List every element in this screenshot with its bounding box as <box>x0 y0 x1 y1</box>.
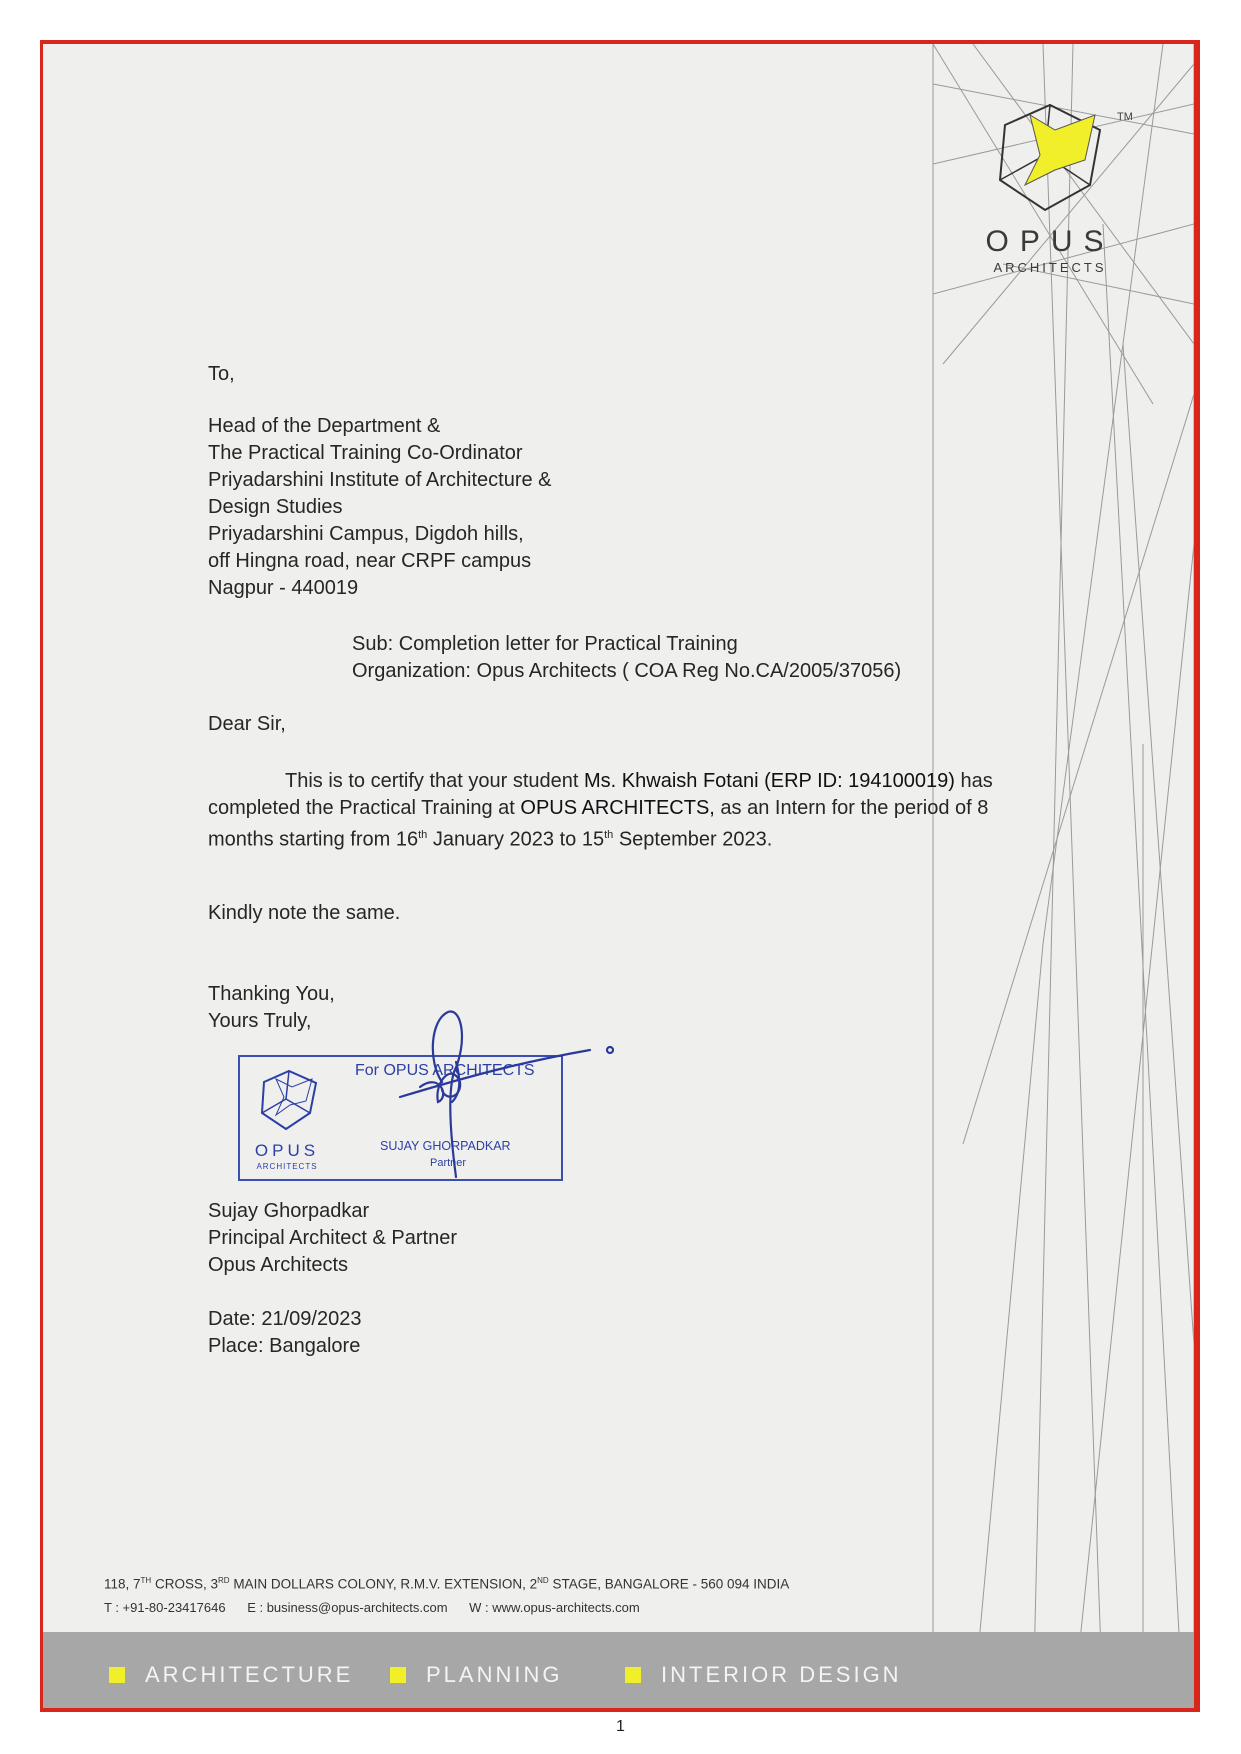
service-label: ARCHITECTURE <box>145 1662 354 1687</box>
recipient-address <box>208 413 552 602</box>
ordinal-suffix: th <box>604 829 614 841</box>
stamp-logo-subtitle: ARCHITECTS <box>256 1162 318 1171</box>
handwritten-signature <box>390 1002 620 1202</box>
yellow-square-icon <box>109 1667 125 1683</box>
stamp-logo-name: OPUS <box>254 1141 320 1160</box>
footer-email: E : business@opus-architects.com <box>247 1600 448 1615</box>
student-name: Ms. Khwaish Fotani (ERP ID: 194100019) <box>584 770 955 792</box>
page-number: 1 <box>616 1718 625 1735</box>
service-interior-design <box>625 1662 902 1688</box>
closing-block <box>208 981 335 1035</box>
address-line: Head of the Department & <box>208 415 441 437</box>
stamp-for-text: For OPUS ARCHITECTS <box>355 1062 535 1079</box>
body-text: has <box>954 770 993 792</box>
body-text: September 2023. <box>613 828 773 851</box>
closing-line: Thanking You, <box>208 983 335 1005</box>
footer-address <box>104 1576 789 1592</box>
address-text: STAGE, BANGALORE - 560 094 INDIA <box>548 1576 790 1592</box>
address-text: CROSS, 3 <box>151 1576 218 1592</box>
address-line: Priyadarshini Campus, Digdoh hills, <box>208 523 524 545</box>
address-text: 118, 7 <box>104 1576 141 1592</box>
logo-subtitle: ARCHITECTS <box>993 260 1107 275</box>
letter-place: Place: Bangalore <box>208 1335 361 1357</box>
letter-date: Date: 21/09/2023 <box>208 1308 362 1330</box>
body-text: This is to certify that your student <box>285 770 585 792</box>
body-line-1 <box>208 768 993 795</box>
company-name: OPUS ARCHITECTS, <box>520 797 715 819</box>
stamp-signatory-name: SUJAY GHORPADKAR <box>380 1139 511 1153</box>
organization-line: Organization: Opus Architects ( COA Reg No.CA/2005/37056) <box>352 660 902 682</box>
subject-block <box>352 631 901 685</box>
greeting: Dear Sir, <box>208 713 286 735</box>
service-planning <box>390 1662 562 1688</box>
yellow-square-icon <box>625 1667 641 1683</box>
address-line: The Practical Training Co-Ordinator <box>208 442 523 464</box>
body-line-2 <box>208 795 993 822</box>
logo-name: OPUS <box>985 225 1115 258</box>
footer-phone: T : +91-80-23417646 <box>104 1600 226 1615</box>
address-line: off Hingna road, near CRPF campus <box>208 550 532 572</box>
body-text: completed the Practical Training at <box>208 797 521 819</box>
ordinal-suffix: ND <box>537 1576 549 1585</box>
signatory-name: Sujay Ghorpadkar <box>208 1200 370 1222</box>
body-text: January 2023 to 15 <box>427 828 605 851</box>
subject-line: Sub: Completion letter for Practical Training <box>352 633 738 655</box>
address-text: MAIN DOLLARS COLONY, R.M.V. EXTENSION, 2 <box>229 1576 538 1592</box>
salutation-to: To, <box>208 363 235 385</box>
date-place-block <box>208 1306 361 1360</box>
services-bar <box>43 1632 1194 1708</box>
ordinal-suffix: RD <box>218 1576 230 1585</box>
service-label: INTERIOR DESIGN <box>661 1662 902 1687</box>
trademark-symbol: TM <box>1117 111 1133 123</box>
signatory-company: Opus Architects <box>208 1254 349 1276</box>
ordinal-suffix: TH <box>140 1576 152 1585</box>
closing-line: Yours Truly, <box>208 1010 312 1032</box>
letter-body <box>208 768 993 849</box>
stamp-role: Partner <box>430 1157 467 1169</box>
footer-contacts <box>104 1600 640 1615</box>
address-line: Design Studies <box>208 496 343 518</box>
opus-logo <box>985 100 1115 280</box>
body-text: as an Intern for the period of 8 <box>714 797 989 819</box>
yellow-square-icon <box>390 1667 406 1683</box>
body-line-3 <box>208 822 993 849</box>
footer-website: W : www.opus-architects.com <box>469 1600 640 1615</box>
decorative-line-pattern <box>43 44 1194 1708</box>
service-architecture <box>109 1662 353 1688</box>
service-label: PLANNING <box>426 1662 563 1687</box>
address-line: Nagpur - 440019 <box>208 577 359 599</box>
note-line: Kindly note the same. <box>208 902 401 924</box>
signatory-block <box>208 1198 457 1279</box>
signatory-title: Principal Architect & Partner <box>208 1227 457 1249</box>
stamp-logo-icon <box>254 1067 324 1137</box>
letter-page <box>43 44 1194 1708</box>
cube-logo-icon <box>985 100 1115 220</box>
address-line: Priyadarshini Institute of Architecture & <box>208 469 552 491</box>
body-text: months starting from 16 <box>208 828 419 851</box>
ordinal-suffix: th <box>418 829 428 841</box>
